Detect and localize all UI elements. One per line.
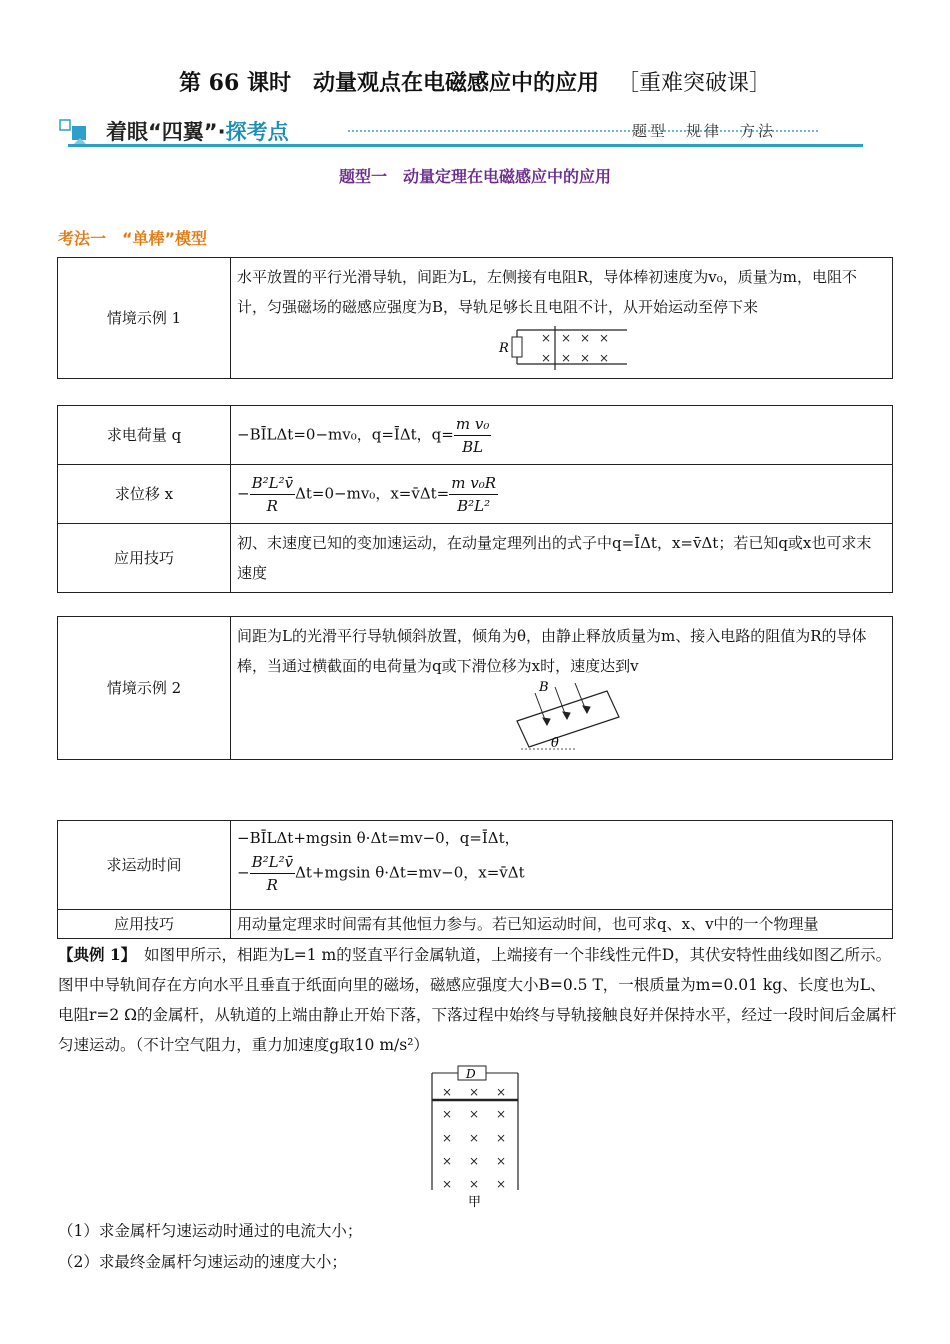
figure-label-D: D: [466, 1067, 476, 1081]
scenario-1-cell: [231, 258, 893, 379]
displacement-fraction-2: $\frac{\text{m v₀R}}{\text{B²L²}}$: [451, 473, 497, 515]
row-time-formula: [231, 821, 893, 910]
svg-text:×: ×: [496, 1107, 507, 1121]
svg-text:×: ×: [442, 1107, 453, 1121]
svg-text:×: ×: [580, 351, 591, 365]
section-title: 题型一 动量定理在电磁感应中的应用: [338, 167, 611, 186]
time-line-1: −BĪLΔt+mgsin θ·Δt=mv−0，q=ĪΔt，: [237, 829, 520, 847]
section-banner: [58, 112, 858, 154]
figure-label-R: R: [499, 341, 509, 356]
charge-fraction: $\frac{\text{m v₀}}{BL}$: [455, 414, 490, 456]
scenario-1-label: 情境示例 1: [58, 258, 231, 379]
scenario-2-label: 情境示例 2: [58, 617, 231, 760]
svg-text:×: ×: [541, 351, 552, 365]
svg-text:×: ×: [469, 1177, 480, 1191]
banner-heading: [106, 116, 289, 146]
figure-label-theta: θ: [551, 736, 559, 751]
row-displacement-label: 求位移 x: [58, 465, 231, 524]
row-tips2-text: 用动量定理求时间需有其他恒力参与。若已知运动时间，也可求q、x、v中的一个物理量: [231, 910, 893, 939]
time-fraction: $\frac{\text{B²L²v̄}}{R}$: [251, 853, 294, 894]
row-charge-formula: [231, 406, 893, 465]
svg-text:×: ×: [469, 1131, 480, 1145]
displacement-expr: Δt=0−mv₀，x=v̄Δt=: [295, 484, 450, 502]
banner-heading-accent: 探考点: [225, 120, 289, 144]
example-tag: 【典例 1】: [58, 945, 129, 964]
incline-figure: [507, 681, 647, 751]
svg-text:×: ×: [496, 1154, 507, 1168]
rail-circuit-figure: [497, 324, 697, 374]
method-title: 考法一 “单棒”模型: [58, 229, 208, 248]
banner-right-label: 题型 规律 方法: [631, 122, 776, 140]
svg-text:×: ×: [442, 1131, 453, 1145]
scenario-1-text: 水平放置的平行光滑导轨，间距为L，左侧接有电阻R，导体棒初速度为v₀，质量为m，电阻不计，匀强磁场的磁感应强度为B，导轨足够长且电阻不计，从开始运动至停下来: [237, 268, 857, 316]
title-main: 第 66 课时 动量观点在电磁感应中的应用: [179, 70, 599, 96]
figure-label-B: B: [539, 681, 549, 695]
svg-text:×: ×: [469, 1154, 480, 1168]
banner-underline: [68, 144, 863, 147]
svg-text:×: ×: [599, 351, 610, 365]
row-tips-label: 应用技巧: [58, 524, 231, 593]
row-tips2-label: 应用技巧: [58, 910, 231, 939]
row-displacement-formula: − $\frac{\text{B²L²v̄}}{R}$ Δt=0−mv₀，x=v̄Δt= $\frac{\text{m v₀R}}{\text{B²L²}}$: [231, 465, 893, 524]
svg-text:×: ×: [561, 351, 572, 365]
svg-text:×: ×: [599, 331, 610, 345]
svg-text:×: ×: [469, 1085, 480, 1099]
example-text: 如图甲所示，相距为L=1 m的竖直平行金属轨道，上端接有一个非线性元件D，其伏安特性曲线如图乙所示。图甲中导轨间存在方向水平且垂直于纸面向里的磁场，磁感应强度大小B=0.5 T，一根质量为m=0.01 kg、长度也为L、电阻r=2 Ω的金属杆，从轨道的上端由静止开始下落，下落过程中始终与导轨接触良好并保持水平，经过一段时间后金属杆匀速运动。（不计空气阻力，重力加速度g取10 m/s²）: [58, 946, 897, 1054]
question-1: （1）求金属杆匀速运动时通过的电流大小；: [58, 1222, 363, 1240]
svg-text:×: ×: [561, 331, 572, 345]
banner-decoration-icon: [58, 112, 108, 154]
svg-text:×: ×: [541, 331, 552, 345]
scenario-table-1: [57, 257, 893, 379]
row-tips-text: 初、末速度已知的变加速运动，在动量定理列出的式子中q=ĪΔt，x=v̄Δt；若已知q或x也可求末速度: [231, 524, 893, 593]
formula-table-1: [57, 405, 893, 593]
svg-text:×: ×: [469, 1107, 480, 1121]
formula-table-2: [57, 820, 893, 939]
scenario-2-cell: [231, 617, 893, 760]
svg-text:×: ×: [442, 1154, 453, 1168]
svg-text:×: ×: [496, 1177, 507, 1191]
row-time-label: 求运动时间: [58, 821, 231, 910]
svg-text:×: ×: [580, 331, 591, 345]
svg-text:×: ×: [496, 1085, 507, 1099]
title-tag: ［重难突破课］: [616, 71, 771, 96]
example-paragraph: [58, 940, 898, 1060]
scenario-table-2: [57, 616, 893, 760]
svg-text:×: ×: [442, 1085, 453, 1099]
row-charge-label: 求电荷量 q: [58, 406, 231, 465]
svg-text:×: ×: [442, 1177, 453, 1191]
question-2: （2）求最终金属杆匀速运动的速度大小；: [58, 1253, 347, 1271]
svg-text:×: ×: [496, 1131, 507, 1145]
page-title: [0, 66, 950, 97]
charge-expr: −BĪLΔt=0−mv₀，q=ĪΔt，q=: [237, 425, 454, 443]
figure-caption: 甲: [468, 1195, 482, 1210]
displacement-fraction-1: $\frac{\text{B²L²v̄}}{R}$: [251, 473, 294, 515]
vertical-rail-figure: [420, 1062, 530, 1212]
banner-heading-prefix: 着眼“四翼”·: [106, 120, 226, 144]
time-line-2: − $\frac{\text{B²L²v̄}}{R}$ Δt+mgsin θ·Δt=mv−0，x=v̄Δt: [237, 853, 525, 894]
scenario-2-text: 间距为L的光滑平行导轨倾斜放置，倾角为θ，由静止释放质量为m、接入电路的阻值为R的导体棒，当通过横截面的电荷量为q或下滑位移为x时，速度达到v: [237, 627, 867, 675]
